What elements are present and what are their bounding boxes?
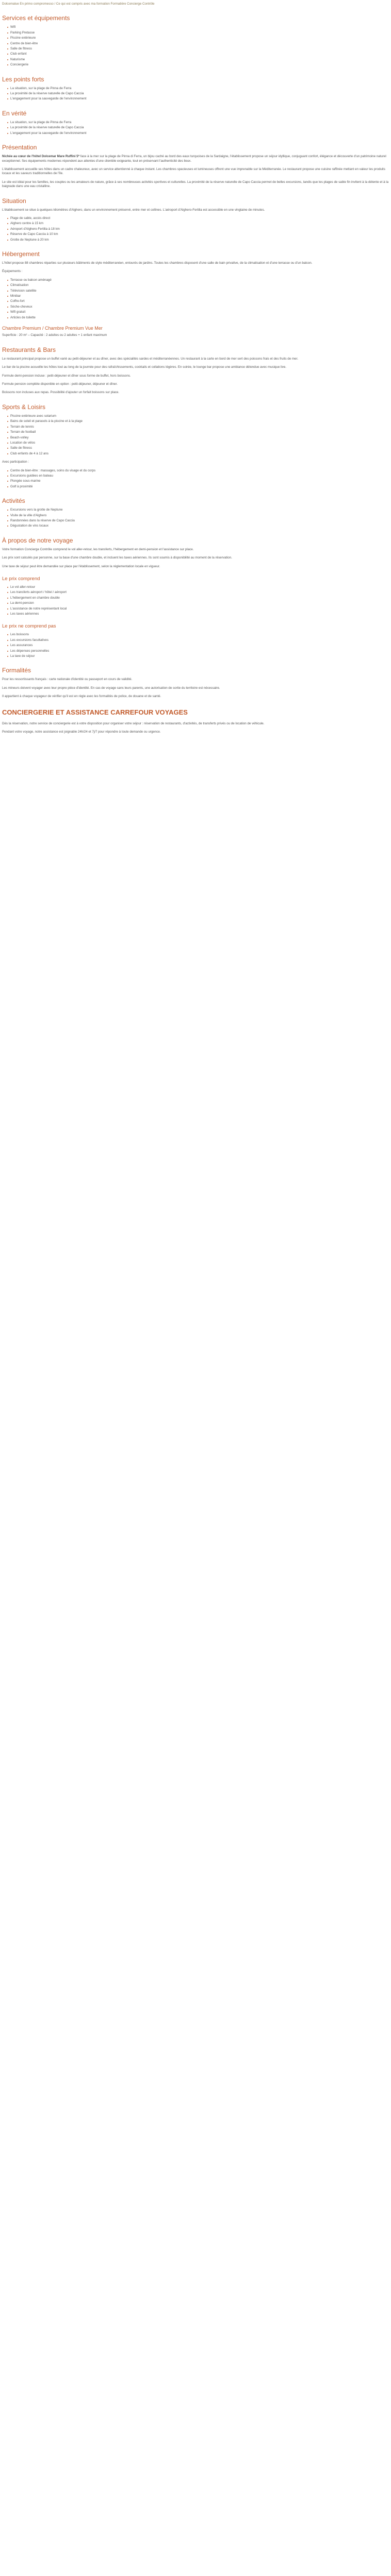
section-title-hebergement: Hébergement: [2, 250, 40, 258]
situation-list: [2, 216, 389, 242]
list-item: Réserve de Capo Caccia à 10 km: [7, 232, 389, 236]
room-type-title: Chambre Premium / Chambre Premium Vue Mer: [2, 326, 103, 331]
list-item: Le vol aller-retour: [7, 585, 389, 589]
list-item: Beach-volley: [7, 436, 389, 440]
list-item: Les dépenses personnelles: [7, 649, 389, 653]
presentation-text: L'établissement accueille ses hôtes dans un cadre chaleureux, avec un service attentionné à chaque instant. Les chambres spacieuses et lumineuses offrent une vue imprenable sur la Méditerranée. Le restaurant propose une cuisine raffinée mettant en valeur les produits locaux et les saveurs traditionnelles de l'île.: [2, 167, 385, 176]
activites-list: [2, 508, 389, 529]
list-item: La situation, sur la plage de Pinna de Ferra: [7, 121, 389, 125]
list-item: Parking Pretasse: [7, 31, 389, 35]
inclus-list: [2, 585, 389, 616]
list-item: Location de vélos: [7, 441, 389, 445]
list-item: Terrain de tennis: [7, 425, 389, 429]
room-type-note: Superficie : 20 m² – Capacité : 2 adultes ou 2 adultes + 1 enfant maximum: [2, 333, 107, 337]
list-item: Terrasse ou balcon aménagé: [7, 278, 389, 282]
list-item: Club enfants de 4 à 12 ans: [7, 452, 389, 456]
list-item: Plongée sous-marine: [7, 479, 389, 483]
list-item: Piscine extérieure avec solarium: [7, 414, 389, 418]
hebergement-text: L'hôtel propose 88 chambres réparties sur plusieurs bâtiments de style méditerranéen, entourés de jardins. Toutes les chambres disposent d'une salle de bain privative, de la climatisation et d'une terrasse ou d'un balcon.: [2, 261, 313, 265]
list-item: Randonnées dans la réserve de Capo Caccia: [7, 519, 389, 523]
list-item: Télévision satellite: [7, 289, 389, 293]
list-item: Centre de bien-être : massages, soins du visage et du corps: [7, 469, 389, 473]
list-item: Club enfant: [7, 52, 389, 56]
section-title-activites: Activités: [2, 497, 25, 505]
list-item: La demi-pension: [7, 601, 389, 605]
list-item: Plage de sable, accès direct: [7, 216, 389, 221]
list-item: Naturisme: [7, 58, 389, 62]
section-title-formalites: Formalités: [2, 667, 31, 674]
restauration-text: Formule pension complète disponible en option : petit-déjeuner, déjeuner et dîner.: [2, 382, 118, 386]
list-item: La proximité de la réserve naturelle de Capo Caccia: [7, 92, 389, 96]
formalites-text: Il appartient à chaque voyageur de vérifier qu'il est en règle avec les formalités de police, de douane et de santé.: [2, 694, 161, 699]
page: [0, 0, 391, 735]
list-item: Salle de fitness: [7, 446, 389, 450]
list-item: L'assistance de notre représentant local: [7, 607, 389, 611]
restauration-text: Le bar de la piscine accueille les hôtes tout au long de la journée pour des rafraîchissements, cocktails et collations légères. En soirée, le lounge bar propose une ambiance détendue avec musique live.: [2, 365, 287, 369]
propos-text: Une taxe de séjour peut être demandée sur place par l'établissement, selon la réglementation locale en vigueur.: [2, 564, 160, 568]
sports-paid-label: Avec participation :: [2, 460, 29, 464]
services-list: [2, 25, 389, 67]
situation-text: L'établissement se situe à quelques kilomètres d'Alghero, dans un environnement préservé, entre mer et collines. L'aéroport d'Alghero-Fertilia est accessible en une vingtaine de minutes.: [2, 208, 265, 212]
list-item: Conciergerie: [7, 63, 389, 67]
sports-paid-list: [2, 469, 389, 489]
list-item: Bains de soleil et parasols à la piscine et à la plage: [7, 419, 389, 423]
list-item: La taxe de séjour: [7, 654, 389, 658]
formalites-text: Les mineurs doivent voyager avec leur propre pièce d'identité. En cas de voyage sans leurs parents, une autorisation de sortie du territoire est nécessaire.: [2, 686, 220, 690]
list-item: Terrain de football: [7, 430, 389, 434]
section-title-sports: Sports & Loisirs: [2, 403, 46, 411]
section-title-points-forts: Les points forts: [2, 75, 44, 83]
list-item: Les assurances: [7, 643, 389, 648]
section-title-non-inclus: Le prix ne comprend pas: [2, 623, 56, 630]
hebergement-equip-label: Équipements :: [2, 269, 23, 274]
list-item: Wifi gratuit: [7, 310, 389, 314]
list-item: Les transferts aéroport / hôtel / aéroport: [7, 590, 389, 595]
propos-text: Les prix sont calculés par personne, sur la base d'une chambre double, et incluent les taxes aériennes. Ils sont soumis à disponibilité au moment de la réservation.: [2, 556, 232, 560]
formalites-text: Pour les ressortissants français : carte nationale d'identité ou passeport en cours de validité.: [2, 677, 133, 682]
hebergement-list: [2, 278, 389, 320]
list-item: L'engagement pour la sauvegarde de l'environnement: [7, 131, 389, 135]
restauration-text: Boissons non incluses aux repas. Possibilité d'ajouter un forfait boissons sur place.: [2, 391, 120, 395]
list-item: Grotte de Neptune à 20 km: [7, 238, 389, 242]
section-title-services: Services et équipements: [2, 14, 70, 22]
closing-title: CONCIERGERIE ET ASSISTANCE CARREFOUR VOYAGES: [2, 708, 188, 716]
section-title-situation: Situation: [2, 197, 26, 205]
list-item: La situation, sur la plage de Pinna de Ferra: [7, 87, 389, 91]
section-title-restauration: Restaurants & Bars: [2, 346, 56, 353]
list-item: Salle de fitness: [7, 47, 389, 51]
list-item: L'hébergement en chambre double: [7, 596, 389, 600]
section-title-en-verite: En vérité: [2, 109, 27, 117]
breadcrumb-current: Ce qui est compris avec ma formation Formatière Concierge Contrôle: [56, 2, 155, 6]
list-item: Piscine extérieure: [7, 36, 389, 40]
section-title-propos: À propos de notre voyage: [2, 536, 73, 544]
list-item: Les boissons: [7, 633, 389, 637]
non-inclus-list: [2, 633, 389, 658]
list-item: Les excursions facultatives: [7, 638, 389, 642]
section-title-presentation: Présentation: [2, 144, 37, 151]
section-title-inclus: Le prix comprend: [2, 576, 40, 582]
propos-text: Votre formation Concierge Contrôle comprend le vol aller-retour, les transferts, l'hébergement en demi-pension et l'assistance sur place.: [2, 547, 194, 551]
list-item: Centre de bien-être: [7, 42, 389, 46]
list-item: Wifi: [7, 25, 389, 29]
list-item: Excursions guidées en bateau: [7, 474, 389, 478]
list-item: Alghero centre à 15 km: [7, 222, 389, 226]
list-item: Visite de la ville d'Alghero: [7, 514, 389, 518]
list-item: Minibar: [7, 294, 389, 298]
closing-text: Pendant votre voyage, notre assistance est joignable 24h/24 et 7j/7 pour répondre à toute demande ou urgence.: [2, 730, 161, 734]
list-item: Articles de toilette: [7, 316, 389, 320]
list-item: Golf à proximité: [7, 485, 389, 489]
breadcrumb-home[interactable]: Dolcemalue En primo compromesso: [2, 2, 54, 6]
en-verite-list: [2, 121, 389, 135]
list-item: L'engagement pour la sauvegarde de l'environnement: [7, 97, 389, 101]
list-item: La proximité de la réserve naturelle de Capo Caccia: [7, 126, 389, 130]
list-item: Coffre-fort: [7, 299, 389, 303]
list-item: Sèche-cheveux: [7, 305, 389, 309]
list-item: Les taxes aériennes: [7, 612, 389, 616]
restauration-text: Le restaurant principal propose un buffet varié au petit-déjeuner et au dîner, avec des spécialités sardes et méditerranéennes. Un restaurant à la carte en bord de mer sert des poissons frais et des fruits de mer.: [2, 357, 298, 361]
breadcrumb: Dolcemalue En primo compromesso / Ce qui est compris avec ma formation Formatière Concierge Contrôle: [2, 2, 155, 6]
list-item: Excursions vers la grotte de Neptune: [7, 508, 389, 512]
closing-text: Dès la réservation, notre service de conciergerie est à votre disposition pour organiser votre séjour : réservation de restaurants, d'activités, de transferts privés ou de location de véhicule.: [2, 721, 265, 725]
points-forts-list: [2, 87, 389, 101]
presentation-text: Nichée au cœur de l'hôtel Dolcemar Mare Ruffini 5* face à la mer sur la plage de Pinna di Ferra, un bijou caché au bord des eaux turquoises de la Sardaigne, l'établissement propose un séjour idyllique, conjuguant confort, élégance et découverte d'un patrimoine naturel exceptionnel. Ses équipements modernes répondent aux attentes d'une clientèle exigeante, tout en préservant l'authenticité des lieux.: [2, 155, 386, 163]
sports-list: [2, 414, 389, 456]
list-item: Climatisation: [7, 283, 389, 287]
restauration-text: Formule demi-pension incluse : petit-déjeuner et dîner sous forme de buffet, hors boissons.: [2, 374, 131, 378]
presentation-text: Le site est idéal pour les familles, les couples ou les amateurs de nature, grâce à ses nombreuses activités sportives et culturelles. La proximité de la réserve naturelle de Capo Caccia permet de belles excursions, tandis que les plages de sable fin invitent à la détente et à la baignade dans une eau cristalline.: [2, 180, 389, 189]
list-item: Dégustation de vins locaux: [7, 524, 389, 528]
list-item: Aéroport d'Alghero-Fertilia à 18 km: [7, 227, 389, 231]
